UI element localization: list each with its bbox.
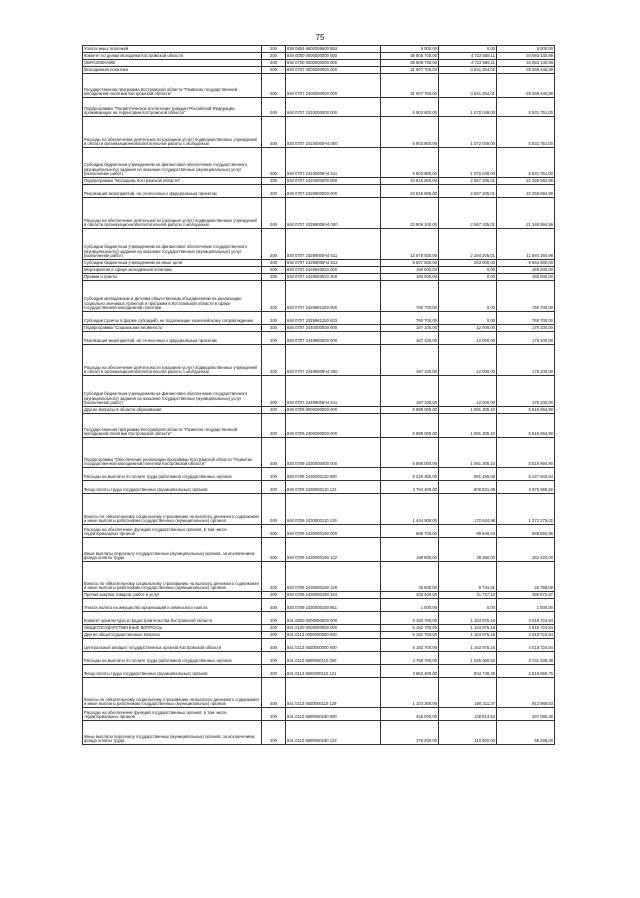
- row-budget-code: 841 0100 0000000000 000: [286, 625, 381, 632]
- row-executed: 110 902,00: [439, 721, 497, 745]
- row-line-code: 200: [262, 312, 286, 325]
- row-line-code: 200: [262, 494, 286, 525]
- row-executed: 808 831,08: [439, 481, 497, 494]
- row-unexecuted: 3 731 639,38: [497, 652, 555, 665]
- row-line-code: 200: [262, 98, 286, 117]
- row-line-code: 200: [262, 274, 286, 281]
- row-unexecuted: 5 831 751,00: [497, 98, 555, 117]
- row-unexecuted: 1 272 275,02: [497, 494, 555, 525]
- table-row: [83, 267, 555, 274]
- row-approved: 150 000,00: [381, 267, 439, 274]
- row-name: Субсидии бюджетным учреждениям на финансовое обеспечение государственного (муниципального) задания на оказание государственных (муниципальных) услуг (выполнение работ): [83, 376, 262, 407]
- row-approved: 38 805 700,00: [381, 60, 439, 67]
- row-executed: 1 072 049,00: [439, 117, 497, 148]
- row-budget-code: 840 0709 2430000110 121: [286, 481, 381, 494]
- budget-execution-table: [82, 45, 555, 745]
- row-line-code: 200: [262, 325, 286, 332]
- row-line-code: 200: [262, 178, 286, 185]
- row-line-code: 200: [262, 599, 286, 612]
- row-line-code: 200: [262, 538, 286, 562]
- row-line-code: 200: [262, 332, 286, 345]
- row-line-code: 200: [262, 612, 286, 625]
- table-row: [83, 312, 555, 325]
- row-budget-code: 840 0709 2430000000 000: [286, 438, 381, 468]
- row-approved: 38 805 700,00: [381, 53, 439, 60]
- row-approved: 5 182 700,00: [381, 612, 439, 625]
- row-approved: 426 000,00: [381, 708, 439, 721]
- row-executed: 263 000,00: [439, 260, 497, 267]
- row-budget-code: 840 0709 2430000190 129: [286, 562, 381, 592]
- table-row: [83, 67, 555, 74]
- row-line-code: 200: [262, 260, 286, 267]
- row-line-code: 200: [262, 625, 286, 632]
- table-body: [83, 46, 555, 745]
- row-executed: 1 025 060,62: [439, 652, 497, 665]
- row-unexecuted: 390 672,87: [497, 592, 555, 599]
- row-budget-code: 840 0707 2429920520 350: [286, 274, 381, 281]
- row-executed: 12 000,00: [439, 332, 497, 345]
- row-approved: 4 784 400,00: [381, 481, 439, 494]
- row-budget-code: 840 0000 0000000000 000: [286, 53, 381, 60]
- row-approved: 5 182 700,00: [381, 632, 439, 639]
- row-name: Государственная программа Костромской области "Развитие государственной молодежной политики Костромской области": [83, 414, 262, 438]
- row-line-code: 200: [262, 438, 286, 468]
- row-name: Молодежная политика: [83, 67, 262, 74]
- row-unexecuted: 34 083 140,89: [497, 53, 555, 60]
- row-name: Мероприятия в сфере молодежной политики: [83, 267, 262, 274]
- table-row: [83, 198, 555, 229]
- row-name: Субсидии бюджетным учреждениям на финансовое обеспечение государственного (муниципального) задания на оказание государственных (муниципальных) услуг (выполнение работ): [83, 229, 262, 260]
- row-unexecuted: 5 831 751,00: [497, 148, 555, 178]
- row-executed: 3 641 254,01: [439, 74, 497, 98]
- row-line-code: 200: [262, 117, 286, 148]
- row-line-code: 200: [262, 407, 286, 414]
- table-row: [83, 281, 555, 312]
- row-budget-code: 840 0707 24299005Ч4 612: [286, 260, 381, 267]
- row-executed: 12 000,00: [439, 345, 497, 376]
- row-unexecuted: 151 420,00: [497, 538, 555, 562]
- row-unexecuted: 2 818 650,75: [497, 665, 555, 678]
- row-name: Расходы на обеспечение функций государственных органов, в том числе территориальных органов: [83, 525, 262, 538]
- row-name: Подпрограмма "Молодежь Костромской области": [83, 178, 262, 185]
- table-row: [83, 494, 555, 525]
- row-name: Субсидии бюджетным учреждениям на иные цели: [83, 260, 262, 267]
- table-row: [83, 562, 555, 592]
- row-unexecuted: 287 085,46: [497, 708, 555, 721]
- row-unexecuted: 4 018 724,84: [497, 625, 555, 632]
- row-budget-code: 839 0804 6600059500 853: [286, 46, 381, 53]
- row-approved: 6 903 800,00: [381, 117, 439, 148]
- row-name: ОБЩЕГОСУДАРСТВЕННЫЕ ВОПРОСЫ: [83, 625, 262, 632]
- row-line-code: 200: [262, 281, 286, 312]
- row-line-code: 200: [262, 60, 286, 67]
- table-row: [83, 438, 555, 468]
- row-approved: 5 182 700,00: [381, 625, 439, 632]
- row-name: Прочая закупка товаров, работ и услуг: [83, 592, 262, 599]
- table-row: [83, 665, 555, 678]
- row-name: Субсидии молодежным и детским общественным объединениям на реализацию социально значимых проектов и программ в Костромской области в сфере государственной молодежной политики: [83, 281, 262, 312]
- row-line-code: 200: [262, 525, 286, 538]
- row-name: Государственная программа Костромской области "Развитие государственной молодежной политики Костромской области": [83, 74, 262, 98]
- row-executed: 1 163 975,16: [439, 639, 497, 652]
- table-row: [83, 117, 555, 148]
- row-budget-code: 840 0707 2429920520 000: [286, 267, 381, 274]
- row-unexecuted: 150 000,00: [497, 267, 555, 274]
- row-approved: 31 907 700,00: [381, 74, 439, 98]
- row-budget-code: 840 0707 2400000000 000: [286, 74, 381, 98]
- row-unexecuted: 4 018 724,84: [497, 639, 555, 652]
- row-unexecuted: 4 018 724,84: [497, 612, 555, 625]
- row-approved: 6 903 800,00: [381, 98, 439, 117]
- row-line-code: 200: [262, 678, 286, 708]
- row-executed: 1 072 049,00: [439, 98, 497, 117]
- row-name: Взносы по обязательному социальному страхованию на выплаты денежного содержания и иные выплаты работникам государственных (муниципальных) органов: [83, 494, 262, 525]
- row-executed: 834 749,25: [439, 665, 497, 678]
- row-name: Расходы на выплаты по оплате труда работников государственных органов: [83, 652, 262, 665]
- table-row: [83, 53, 555, 60]
- row-line-code: 200: [262, 592, 286, 599]
- row-budget-code: 840 0709 2430000190 244: [286, 592, 381, 599]
- table-row: [83, 525, 555, 538]
- row-unexecuted: 11 684 294,99: [497, 229, 555, 260]
- table-row: [83, 678, 555, 708]
- row-approved: 199 800,00: [381, 538, 439, 562]
- table-row: [83, 468, 555, 481]
- row-unexecuted: 5 000,00: [497, 46, 555, 53]
- table-row: [83, 229, 555, 260]
- row-approved: 23 906 100,00: [381, 198, 439, 229]
- row-approved: 3 653 400,00: [381, 665, 439, 678]
- row-budget-code: 840 0707 2420000000 000: [286, 178, 381, 185]
- row-unexecuted: 1 000,00: [497, 599, 555, 612]
- row-line-code: 200: [262, 46, 286, 53]
- table-row: [83, 639, 555, 652]
- row-budget-code: 841 0113 6600000110 121: [286, 665, 381, 678]
- row-approved: 187 100,00: [381, 345, 439, 376]
- row-budget-code: 840 0707 24499005Ч4 000: [286, 345, 381, 376]
- row-name: Расходы на обеспечение деятельности (оказание услуг) подведомственных учреждений в области организационновоспитательной работы с молодежью: [83, 345, 262, 376]
- table-row: [83, 708, 555, 721]
- row-line-code: 200: [262, 53, 286, 60]
- row-budget-code: 840 0707 24299005Ч4 611: [286, 229, 381, 260]
- row-budget-code: 841 0113 6600000190 122: [286, 721, 381, 745]
- table-row: [83, 599, 555, 612]
- row-executed: 1 163 975,16: [439, 632, 497, 639]
- row-budget-code: 840 0707 2429961250 000: [286, 281, 381, 312]
- row-name: Расходы на обеспечение деятельности (оказание услуг) подведомственных учреждений в области организационновоспитательной работы с молодежью: [83, 198, 262, 229]
- row-executed: 4 722 559,11: [439, 60, 497, 67]
- row-approved: 1 000,00: [381, 599, 439, 612]
- table-row: [83, 274, 555, 281]
- row-budget-code: 841 0113 6600000110 129: [286, 678, 381, 708]
- row-approved: 1 103 300,00: [381, 678, 439, 708]
- row-executed: 3 641 254,01: [439, 67, 497, 74]
- row-executed: 2 294 205,01: [439, 229, 497, 260]
- table-row: [83, 74, 555, 98]
- row-line-code: 200: [262, 148, 286, 178]
- row-budget-code: 840 0707 0000000000 000: [286, 67, 381, 74]
- row-approved: 5 182 700,00: [381, 639, 439, 652]
- row-budget-code: 840 0709 2430000190 122: [286, 538, 381, 562]
- row-unexecuted: 34 083 140,89: [497, 60, 555, 67]
- row-line-code: 200: [262, 481, 286, 494]
- table-row: [83, 60, 555, 67]
- row-executed: 1 072 049,00: [439, 148, 497, 178]
- row-name: Расходы на обеспечение функций государственных органов, в том числе территориальных органов: [83, 708, 262, 721]
- row-approved: 1 444 900,00: [381, 494, 439, 525]
- row-line-code: 200: [262, 376, 286, 407]
- row-executed: 4 722 559,11: [439, 53, 497, 60]
- row-executed: 0,00: [439, 312, 497, 325]
- row-name: Реализация мероприятий, не отнесенных к федеральным проектам: [83, 185, 262, 198]
- row-line-code: 200: [262, 74, 286, 98]
- row-line-code: 200: [262, 708, 286, 721]
- row-approved: 6 903 800,00: [381, 148, 439, 178]
- row-name: Расходы на выплаты по оплате труда работников государственных органов: [83, 468, 262, 481]
- row-name: Подпрограмма "Социальная активность": [83, 325, 262, 332]
- row-executed: 0,00: [439, 46, 497, 53]
- row-unexecuted: 5 816 694,90: [497, 407, 555, 414]
- row-executed: 2 557 205,01: [439, 185, 497, 198]
- row-budget-code: 840 0707 2429961250 633: [286, 312, 381, 325]
- row-name: Премии и гранты: [83, 274, 262, 281]
- row-approved: 24 816 800,00: [381, 178, 439, 185]
- table-row: [83, 178, 555, 185]
- row-approved: 760 700,00: [381, 281, 439, 312]
- table-row: [83, 592, 555, 599]
- row-unexecuted: 28 266 445,99: [497, 67, 555, 74]
- row-unexecuted: 568 850,96: [497, 525, 555, 538]
- row-line-code: 200: [262, 632, 286, 639]
- row-approved: 187 100,00: [381, 376, 439, 407]
- row-name: Другие общегосударственные вопросы: [83, 632, 262, 639]
- row-budget-code: 840 0707 2410000000 000: [286, 98, 381, 117]
- row-budget-code: 840 0707 2440000000 000: [286, 325, 381, 332]
- row-budget-code: 840 0707 24299005Ч4 000: [286, 198, 381, 229]
- row-unexecuted: 760 700,00: [497, 312, 555, 325]
- row-unexecuted: 175 100,00: [497, 376, 555, 407]
- row-approved: 179 200,00: [381, 721, 439, 745]
- row-line-code: 200: [262, 414, 286, 438]
- row-line-code: 200: [262, 468, 286, 481]
- row-unexecuted: 21 348 894,99: [497, 198, 555, 229]
- row-executed: 1 081 305,10: [439, 438, 497, 468]
- row-unexecuted: 5 247 843,94: [497, 468, 555, 481]
- row-executed: 0,00: [439, 599, 497, 612]
- row-approved: 187 100,00: [381, 325, 439, 332]
- row-executed: 41 727,13: [439, 592, 497, 599]
- row-approved: 35 500,00: [381, 562, 439, 592]
- row-name: Комитет архитектуры и градостроительства Костромской области: [83, 612, 262, 625]
- row-approved: 6 229 300,00: [381, 468, 439, 481]
- table-row: [83, 652, 555, 665]
- row-line-code: 200: [262, 562, 286, 592]
- row-executed: 12 000,00: [439, 376, 497, 407]
- row-executed: 2 557 205,01: [439, 178, 497, 185]
- row-unexecuted: 22 259 594,99: [497, 185, 555, 198]
- table-row: [83, 260, 555, 267]
- row-budget-code: 840 0707 24100005Ч4 611: [286, 148, 381, 178]
- row-executed: 172 624,98: [439, 494, 497, 525]
- row-unexecuted: 150 000,00: [497, 274, 555, 281]
- row-line-code: 200: [262, 198, 286, 229]
- table-row: [83, 376, 555, 407]
- row-name: Взносы по обязательному социальному страхованию на выплаты денежного содержания и иные выплаты работникам государственных (муниципальных) органов: [83, 678, 262, 708]
- row-unexecuted: 912 988,63: [497, 678, 555, 708]
- row-executed: 1 081 305,10: [439, 414, 497, 438]
- row-approved: 24 816 800,00: [381, 185, 439, 198]
- row-budget-code: 840 0709 2430000110 129: [286, 494, 381, 525]
- table-row: [83, 185, 555, 198]
- row-executed: 2 557 205,01: [439, 198, 497, 229]
- row-executed: 138 914,54: [439, 708, 497, 721]
- row-name: Субсидии бюджетным учреждениям на финансовое обеспечение государственного (муниципального) задания на оказание государственных (муниципальных) услуг (выполнение работ): [83, 148, 262, 178]
- row-budget-code: 841 0113 6600000190 000: [286, 708, 381, 721]
- row-line-code: 200: [262, 67, 286, 74]
- table-row: [83, 632, 555, 639]
- row-name: Центральный аппарат государственных органов Костромской области: [83, 639, 262, 652]
- table-row: [83, 332, 555, 345]
- row-unexecuted: 3 975 568,92: [497, 481, 555, 494]
- row-unexecuted: 5 816 694,90: [497, 438, 555, 468]
- row-unexecuted: 28 266 445,99: [497, 74, 555, 98]
- row-unexecuted: 9 664 600,00: [497, 260, 555, 267]
- row-budget-code: 840 0709 0000000000 000: [286, 407, 381, 414]
- row-approved: 6 898 000,00: [381, 438, 439, 468]
- table-row: [83, 481, 555, 494]
- row-approved: 432 400,00: [381, 592, 439, 599]
- row-approved: 760 700,00: [381, 312, 439, 325]
- row-budget-code: 840 0707 2429900000 000: [286, 185, 381, 198]
- row-executed: 1 163 975,16: [439, 625, 497, 632]
- row-approved: 6 898 000,00: [381, 407, 439, 414]
- row-approved: 187 100,00: [381, 332, 439, 345]
- table-row: [83, 407, 555, 414]
- row-name: Подпрограмма "Обеспечение реализации программы Костромской области "Развитие государственной молодежной политики Костромской области": [83, 438, 262, 468]
- row-line-code: 200: [262, 639, 286, 652]
- row-name: Иные выплаты персоналу государственных (муниципальных) органов, за исключением фонда оплаты труда: [83, 721, 262, 745]
- row-executed: 9 741,91: [439, 562, 497, 592]
- row-budget-code: 841 0113 0000000000 000: [286, 632, 381, 639]
- row-name: ОБРАЗОВАНИЕ: [83, 60, 262, 67]
- row-name: Комитет по делам молодежи Костромской области: [83, 53, 262, 60]
- row-budget-code: 841 0000 0000000000 000: [286, 612, 381, 625]
- table-row: [83, 612, 555, 625]
- row-approved: 31 907 700,00: [381, 67, 439, 74]
- row-name: Подпрограмма "Патриотическое воспитание граждан Российской Федерации, проживающих на территории Костромской области": [83, 98, 262, 117]
- row-unexecuted: 175 100,00: [497, 332, 555, 345]
- row-executed: 0,00: [439, 267, 497, 274]
- row-name: Фонд оплаты труда государственных (муниципальных) органов: [83, 665, 262, 678]
- row-name: Субсидии (гранты в форме субсидий), не подлежащие казначейскому сопровождению: [83, 312, 262, 325]
- row-approved: 9 927 600,00: [381, 260, 439, 267]
- row-name: Уплата налога на имущество организаций и земельного налога: [83, 599, 262, 612]
- table-row: [83, 148, 555, 178]
- row-name: Расходы на обеспечение деятельности (оказание услуг) подведомственных учреждений в области организационновоспитательной работы с молодежью: [83, 117, 262, 148]
- row-executed: 190 311,37: [439, 678, 497, 708]
- row-unexecuted: 5 816 694,90: [497, 414, 555, 438]
- table-row: [83, 625, 555, 632]
- row-approved: 150 000,00: [381, 274, 439, 281]
- row-budget-code: 840 0709 2430000110 000: [286, 468, 381, 481]
- row-executed: 981 455,08: [439, 468, 497, 481]
- row-approved: 5 000,00: [381, 46, 439, 53]
- row-budget-code: 840 0707 2449900000 000: [286, 332, 381, 345]
- row-executed: 1 163 975,16: [439, 612, 497, 625]
- table-row: [83, 98, 555, 117]
- row-executed: 1 081 305,10: [439, 407, 497, 414]
- row-unexecuted: 22 259 594,99: [497, 178, 555, 185]
- row-executed: 0,00: [439, 281, 497, 312]
- page-number: 75: [315, 33, 325, 42]
- table-row: [83, 414, 555, 438]
- row-line-code: 200: [262, 721, 286, 745]
- row-approved: 4 756 700,00: [381, 652, 439, 665]
- row-name: Уплата иных платежей: [83, 46, 262, 53]
- row-unexecuted: 5 831 751,00: [497, 117, 555, 148]
- table-row: [83, 721, 555, 745]
- row-line-code: 200: [262, 665, 286, 678]
- row-budget-code: 840 0709 2430000190 851: [286, 599, 381, 612]
- row-budget-code: 841 0113 6600000110 000: [286, 652, 381, 665]
- row-name: Фонд оплаты труда государственных (муниципальных) органов: [83, 481, 262, 494]
- row-name: Иные выплаты персоналу государственных (муниципальных) органов, за исключением фонда оплаты труда: [83, 538, 262, 562]
- row-name: Реализация мероприятий, не отнесенных к федеральным проектам: [83, 332, 262, 345]
- row-budget-code: 840 0709 2400000000 000: [286, 414, 381, 438]
- row-executed: 0,00: [439, 274, 497, 281]
- table-row: [83, 325, 555, 332]
- row-line-code: 200: [262, 229, 286, 260]
- row-unexecuted: 4 018 724,84: [497, 632, 555, 639]
- row-unexecuted: 68 298,00: [497, 721, 555, 745]
- row-line-code: 200: [262, 267, 286, 274]
- row-executed: 48 380,00: [439, 538, 497, 562]
- row-unexecuted: 175 100,00: [497, 345, 555, 376]
- row-name: Другие вопросы в области образования: [83, 407, 262, 414]
- row-budget-code: 841 0113 6600000000 000: [286, 639, 381, 652]
- row-budget-code: 840 0709 2430000190 000: [286, 525, 381, 538]
- row-name: Взносы по обязательному социальному страхованию на выплаты денежного содержания и иные выплаты работникам государственных (муниципальных) органов: [83, 562, 262, 592]
- row-unexecuted: 175 100,00: [497, 325, 555, 332]
- row-unexecuted: 25 758,09: [497, 562, 555, 592]
- row-executed: 99 849,04: [439, 525, 497, 538]
- row-line-code: 200: [262, 652, 286, 665]
- row-budget-code: 840 0707 24100005Ч4 000: [286, 117, 381, 148]
- row-approved: 6 898 000,00: [381, 414, 439, 438]
- row-approved: 13 978 500,00: [381, 229, 439, 260]
- row-line-code: 200: [262, 185, 286, 198]
- table-row: [83, 46, 555, 53]
- row-budget-code: 840 0707 24499005Ч4 611: [286, 376, 381, 407]
- row-line-code: 200: [262, 345, 286, 376]
- row-unexecuted: 760 700,00: [497, 281, 555, 312]
- table-row: [83, 538, 555, 562]
- row-approved: 668 700,00: [381, 525, 439, 538]
- row-budget-code: 840 0700 0000000000 000: [286, 60, 381, 67]
- row-executed: 12 000,00: [439, 325, 497, 332]
- table-row: [83, 345, 555, 376]
